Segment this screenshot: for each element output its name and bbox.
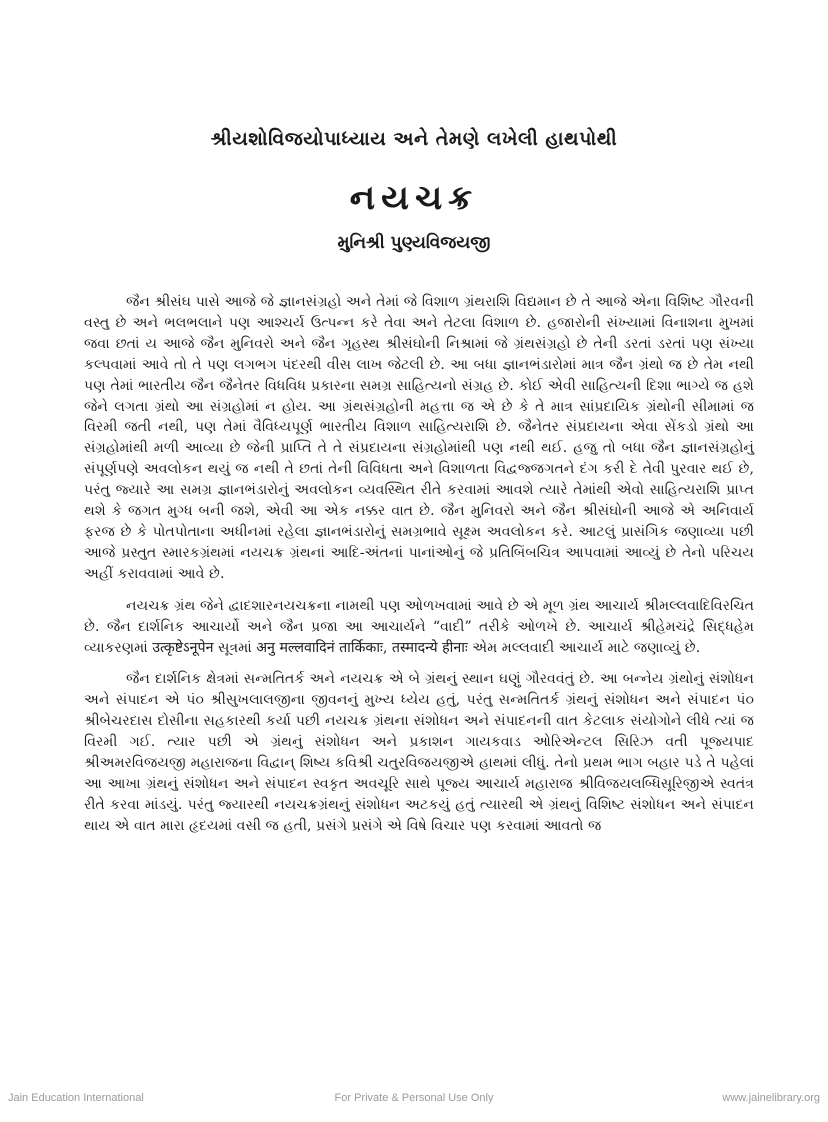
page-footer — [0, 1092, 828, 1108]
footer-usage-note: For Private & Personal Use Only — [334, 1092, 494, 1104]
article-author: મુનિશ્રી પુણ્યવિજયજી — [337, 233, 491, 253]
article-body — [84, 292, 754, 837]
article-title: નયચક્ર — [349, 178, 479, 218]
footer-website-link[interactable]: www.jainelibrary.org — [722, 1092, 820, 1104]
article-heading: શ્રીયશોવિજયોપાધ્યાય અને તેમણે લખેલી હાથપોથી — [210, 128, 618, 150]
paragraph-3: જૈન દાર્શનિક ક્ષેત્રમાં સન્મતિતર્ક અને નયચક્ર એ બે ગ્રંથનું સ્થાન ઘણું ગૌરવવંતું છે. આ બન્નેય ગ્રંથોનું સંશોધન અને સંપાદન એ પં૦ શ્રીસુખલાલજીના જીવનનું મુખ્ય ધ્યેય હતું, પરંતુ સન્મતિતર્ક ગ્રંથનું સંશોધન અને સંપાદન પં૦ શ્રીબેચરદાસ દોસીના સહકારથી કર્યા પછી નયચક્ર ગ્રંથના સંશોધન અને સંપાદનની વાત કેટલાક સંયોગોને લીધે ત્યાં જ વિરમી ગઈ. ત્યાર પછી એ ગ્રંથનું સંશોધન અને પ્રકાશન ગાયકવાડ ઓરિએન્ટલ સિરિઝ વતી પૂજ્યપાદ શ્રીઅમરવિજયજી મહારાજના વિદ્વાન્ શિષ્ય કવિશ્રી ચતુરવિજયજીએ હાથમાં લીધું. તેનો પ્રથમ ભાગ બહાર પડે તે પહેલાં આ આખા ગ્રંથનું સંશોધન અને સંપાદન સ્વકૃત અવચૂરિ સાથે પૂજ્ય આચાર્ય મહારાજ શ્રીવિજયલબ્ધિસૂરિજીએ સ્વતંત્ર રીતે કરવા માંડયું. પરંતુ જ્યારથી નયચક્રગ્રંથનું સંશોધન અટકયું હતું ત્યારથી એ ગ્રંથનું વિશિષ્ટ સંશોધન અને સંપાદન થાય એ વાત મારા હૃદયમાં વસી જ હતી, પ્રસંગે પ્રસંગે એ વિષે વિચાર પણ કરવામાં આવતો જ — [84, 671, 754, 834]
paragraph-2: નયચક્ર ગ્રંથ જેને દ્વાદશારનયચક્રના નામથી પણ ઓળખવામાં આવે છે એ મૂળ ગ્રંથ આચાર્ય શ્રીમલ્લવાદિવિરચિત છે. જૈન દાર્શનિક આચાર્યો અને જૈન પ્રજા આ આચાર્યને “વાદી” તરીકે ઓળખે છે. આચાર્ય શ્રીહેમચંદ્રે સિદ્ધહેમ વ્યાકરણમાં उत्कृष्टेऽनूपेन સૂત્રમાં अनु मल्लवादिनं तार्किकाः, तस्मादन्ये हीनाः એમ મલ્લવાદી આચાર્ય માટે જણાવ્યું છે. — [84, 597, 754, 656]
paragraph-1: જૈન શ્રીસંઘ પાસે આજે જે જ્ઞાનસંગ્રહો અને તેમાં જે વિશાળ ગ્રંથરાશિ વિદ્યમાન છે તે આજે એના વિશિષ્ટ ગૌરવની વસ્તુ છે અને ભલભલાને પણ આશ્ચર્ય ઉત્પન્ન કરે તેવા અને તેટલા વિશાળ છે. હજારોની સંખ્યામાં વિનાશના મુખમાં જવા છતાં ય આજે જૈન મુનિવરો અને જૈન ગૃહસ્થ શ્રીસંઘોની નિશ્રામાં જે ગ્રંથસંગ્રહો છે તેની ડરતાં ડરતાં પણ સંખ્યા કલ્પવામાં આવે તો તે પણ લગભગ પંદરથી વીસ લાખ જેટલી છે. આ બધા જ્ઞાનભંડારોમાં માત્ર જૈન ગ્રંથો જ છે તેમ નથી પણ તેમાં ભારતીય જૈન જૈનેતર વિધવિધ પ્રકારના સમગ્ર સાહિત્યનો સંગ્રહ છે. કોઈ એવી સાહિત્યની દિશા ભાગ્યે જ હશે જેને લગતા ગ્રંથો આ સંગ્રહોમાં ન હોય. આ ગ્રંથસંગ્રહોની મહત્તા જ એ છે કે તે માત્ર સાંપ્રદાયિક ગ્રંથોની સીમામાં જ વિરમી જતી નથી, પણ તેમાં વૈવિધ્યપૂર્ણ ભારતીય વિશાળ સાહિત્યરાશિ છે. જૈનેતર સંપ્રદાયના એવા સેંકડો ગ્રંથો આ સંગ્રહોમાંથી મળી આવ્યા છે જેની પ્રાપ્તિ તે તે સંપ્રદાયના સંગ્રહોમાંથી પણ નથી થઈ. હજુ તો બધા જૈન જ્ઞાનસંગ્રહોનું સંપૂર્ણપણે અવલોકન થયું જ નથી તે છતાં તેની વિવિધતા અને વિશાળતા વિદ્વજ્જગતને દંગ કરી દે તેવી પુરવાર થઈ છે, પરંતુ જ્યારે આ સમગ્ર જ્ઞાનભંડારોનું અવલોકન વ્યવસ્થિત રીતે કરવામાં આવશે ત્યારે તેમાંથી એવો સાહિત્યરાશિ પ્રાપ્ત થશે કે જગત મુગ્ધ બની જશે, એવી આ એક નક્કર વાત છે. જૈન મુનિવરો અને જૈન શ્રીસંઘોની આજે એ અનિવાર્ય ફરજ છે કે પોતપોતાના અધીનમાં રહેલા જ્ઞાનભંડારોનું સમગ્રભાવે સૂક્ષ્મ અવલોકન કરે. આટલું પ્રાસંગિક જણાવ્યા પછી આજે પ્રસ્તુત સ્મારકગ્રંથમાં નયચક્ર ગ્રંથનાં આદિ-અંતનાં પાનાંઓનું જે પ્રતિબિંબચિત્ર આપવામાં આવ્યું છે તેનો પરિચય અહીં કરાવવામાં આવે છે. — [84, 294, 754, 582]
footer-publisher: Jain Education International — [8, 1092, 144, 1104]
